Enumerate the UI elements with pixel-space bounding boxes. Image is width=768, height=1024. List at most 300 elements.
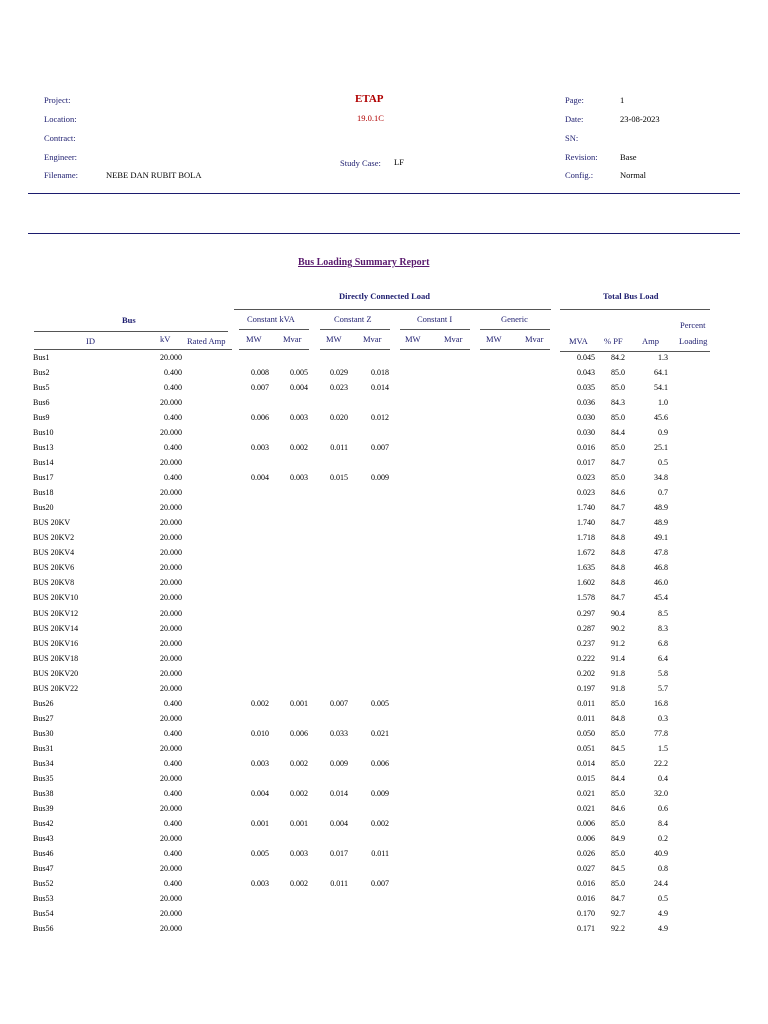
- cell-mva: 0.222: [577, 653, 595, 663]
- cell-mva: 1.635: [577, 563, 595, 573]
- cell-amp: 54.1: [654, 383, 668, 393]
- cell-pf: 90.4: [611, 608, 625, 618]
- table-row: [0, 503, 768, 518]
- cell-amp: 32.0: [654, 788, 668, 798]
- filename-value: NEBE DAN RUBIT BOLA: [106, 170, 202, 180]
- cell-mva: 1.740: [577, 518, 595, 528]
- sub-constant-i: Constant I: [417, 314, 453, 324]
- filename-label: Filename:: [44, 170, 78, 180]
- cell-amp: 0.5: [658, 894, 668, 904]
- cell-kva-mw: 0.003: [251, 879, 269, 889]
- page-label: Page:: [565, 95, 584, 105]
- cell-kva-mw: 0.007: [251, 383, 269, 393]
- cell-amp: 0.8: [658, 864, 668, 874]
- cell-kv: 20.000: [160, 563, 182, 573]
- cell-pf: 85.0: [611, 443, 625, 453]
- cell-kv: 20.000: [160, 353, 182, 362]
- cell-id: Bus14: [33, 458, 54, 468]
- cell-kv: 20.000: [160, 803, 182, 813]
- cell-kv: 20.000: [160, 773, 182, 783]
- cell-pf: 91.8: [611, 683, 625, 693]
- cell-pf: 84.8: [611, 533, 625, 543]
- cell-kva-mw: 0.006: [251, 413, 269, 423]
- cell-mva: 0.170: [577, 909, 595, 919]
- cell-mva: 0.016: [577, 443, 595, 453]
- cell-pf: 85.0: [611, 728, 625, 738]
- cell-kva-mvar: 0.006: [290, 728, 308, 738]
- row-rule-total: [560, 351, 710, 352]
- cell-kv: 0.400: [164, 818, 182, 828]
- kva-rule: [239, 329, 309, 330]
- cell-mva: 0.006: [577, 833, 595, 843]
- cell-pf: 84.2: [611, 353, 625, 362]
- cell-id: Bus27: [33, 713, 54, 723]
- cell-amp: 1.3: [658, 353, 668, 362]
- cell-kv: 20.000: [160, 743, 182, 753]
- cell-amp: 0.6: [658, 803, 668, 813]
- cell-z-mvar: 0.011: [371, 848, 389, 858]
- table-row: [0, 428, 768, 443]
- sn-label: SN:: [565, 133, 579, 143]
- header-divider-top: [28, 193, 740, 194]
- cell-kva-mw: 0.004: [251, 788, 269, 798]
- study-case-value: LF: [394, 157, 404, 167]
- cell-mva: 0.026: [577, 848, 595, 858]
- row-rule-kva: [239, 349, 309, 350]
- cell-z-mvar: 0.014: [371, 383, 389, 393]
- table-row: [0, 864, 768, 879]
- cell-kva-mvar: 0.004: [290, 383, 308, 393]
- total-load-rule: [560, 309, 710, 310]
- cell-amp: 49.1: [654, 533, 668, 543]
- cell-amp: 0.2: [658, 833, 668, 843]
- cell-z-mvar: 0.005: [371, 698, 389, 708]
- cell-kv: 20.000: [160, 533, 182, 543]
- cell-z-mw: 0.004: [330, 818, 348, 828]
- cell-kv: 0.400: [164, 473, 182, 483]
- revision-label: Revision:: [565, 152, 598, 162]
- cell-pf: 90.2: [611, 623, 625, 633]
- cell-amp: 4.9: [658, 909, 668, 919]
- cell-amp: 64.1: [654, 368, 668, 378]
- cell-z-mvar: 0.006: [371, 758, 389, 768]
- bus-group-label: Bus: [122, 315, 136, 325]
- cell-mva: 0.011: [577, 713, 595, 723]
- cell-pf: 84.9: [611, 833, 625, 843]
- cell-pf: 91.8: [611, 668, 625, 678]
- cell-kv: 0.400: [164, 788, 182, 798]
- cell-id: BUS 20KV: [33, 518, 71, 528]
- cell-z-mw: 0.014: [330, 788, 348, 798]
- cell-pf: 84.3: [611, 398, 625, 408]
- cell-kva-mvar: 0.003: [290, 413, 308, 423]
- cell-pf: 84.7: [611, 593, 625, 603]
- table-row: [0, 548, 768, 563]
- cell-mva: 0.014: [577, 758, 595, 768]
- cell-amp: 0.9: [658, 428, 668, 438]
- cell-mva: 0.021: [577, 803, 595, 813]
- table-row: [0, 849, 768, 864]
- cell-id: BUS 20KV22: [33, 683, 79, 693]
- cell-mva: 0.015: [577, 773, 595, 783]
- cell-z-mvar: 0.012: [371, 413, 389, 423]
- cell-mva: 0.197: [577, 683, 595, 693]
- i-rule: [400, 329, 470, 330]
- cell-amp: 40.9: [654, 848, 668, 858]
- table-row: [0, 804, 768, 819]
- cell-pf: 84.4: [611, 428, 625, 438]
- cell-pf: 91.4: [611, 653, 625, 663]
- cell-id: Bus56: [33, 924, 54, 934]
- cell-mva: 1.672: [577, 548, 595, 558]
- cell-kv: 20.000: [160, 593, 182, 603]
- cell-id: Bus46: [33, 848, 54, 858]
- table-row: [0, 353, 768, 368]
- col-z-mw: MW: [326, 334, 342, 344]
- cell-id: Bus18: [33, 488, 54, 498]
- cell-kv: 20.000: [160, 578, 182, 588]
- table-row: [0, 729, 768, 744]
- cell-kv: 20.000: [160, 683, 182, 693]
- col-i-mw: MW: [405, 334, 421, 344]
- cell-amp: 48.9: [654, 518, 668, 528]
- cell-mva: 1.740: [577, 503, 595, 513]
- bus-rule: [34, 331, 228, 332]
- cell-amp: 46.0: [654, 578, 668, 588]
- cell-mva: 0.021: [577, 788, 595, 798]
- sub-constant-kva: Constant kVA: [247, 314, 295, 324]
- cell-kv: 20.000: [160, 518, 182, 528]
- cell-mva: 1.578: [577, 593, 595, 603]
- cell-kva-mvar: 0.002: [290, 758, 308, 768]
- table-row: [0, 789, 768, 804]
- cell-pf: 85.0: [611, 788, 625, 798]
- cell-pf: 85.0: [611, 413, 625, 423]
- cell-amp: 47.8: [654, 548, 668, 558]
- cell-mva: 0.036: [577, 398, 595, 408]
- cell-kv: 20.000: [160, 909, 182, 919]
- date-value: 23-08-2023: [620, 114, 660, 124]
- cell-kva-mvar: 0.005: [290, 368, 308, 378]
- table-row: [0, 609, 768, 624]
- cell-mva: 0.051: [577, 743, 595, 753]
- generic-rule: [480, 329, 550, 330]
- cell-kv: 20.000: [160, 713, 182, 723]
- cell-id: Bus13: [33, 443, 54, 453]
- col-mva: MVA: [569, 336, 588, 346]
- page-value: 1: [620, 95, 625, 105]
- cell-id: BUS 20KV16: [33, 638, 79, 648]
- cell-mva: 0.006: [577, 818, 595, 828]
- cell-amp: 16.8: [654, 698, 668, 708]
- table-row: [0, 774, 768, 789]
- cell-z-mw: 0.033: [330, 728, 348, 738]
- date-label: Date:: [565, 114, 584, 124]
- table-row: [0, 684, 768, 699]
- cell-kv: 20.000: [160, 833, 182, 843]
- cell-kva-mvar: 0.003: [290, 473, 308, 483]
- cell-amp: 1.0: [658, 398, 668, 408]
- cell-mva: 0.030: [577, 413, 595, 423]
- table-row: [0, 699, 768, 714]
- col-pf: % PF: [604, 336, 623, 346]
- col-z-mvar: Mvar: [363, 334, 382, 344]
- cell-pf: 84.7: [611, 503, 625, 513]
- col-loading: Loading: [679, 336, 708, 346]
- table-row: [0, 593, 768, 608]
- cell-id: BUS 20KV8: [33, 578, 75, 588]
- cell-z-mw: 0.015: [330, 473, 348, 483]
- cell-kv: 0.400: [164, 443, 182, 453]
- config-label: Config.:: [565, 170, 594, 180]
- cell-id: Bus42: [33, 818, 54, 828]
- table-row: [0, 518, 768, 533]
- table-row: [0, 533, 768, 548]
- cell-mva: 0.045: [577, 353, 595, 362]
- project-label: Project:: [44, 95, 71, 105]
- table-row: [0, 834, 768, 849]
- cell-kv: 20.000: [160, 894, 182, 904]
- cell-mva: 0.237: [577, 638, 595, 648]
- contract-label: Contract:: [44, 133, 76, 143]
- cell-kv: 20.000: [160, 503, 182, 513]
- cell-id: Bus47: [33, 864, 54, 874]
- table-row: [0, 578, 768, 593]
- cell-mva: 0.017: [577, 458, 595, 468]
- direct-load-rule: [234, 309, 551, 310]
- cell-pf: 91.2: [611, 638, 625, 648]
- cell-mva: 0.202: [577, 668, 595, 678]
- cell-id: Bus30: [33, 728, 54, 738]
- cell-id: Bus1: [33, 353, 50, 362]
- cell-id: Bus20: [33, 503, 54, 513]
- cell-id: BUS 20KV6: [33, 563, 75, 573]
- report-title: Bus Loading Summary Report: [298, 257, 430, 268]
- table-row: [0, 624, 768, 639]
- cell-amp: 24.4: [654, 879, 668, 889]
- cell-amp: 5.7: [658, 683, 668, 693]
- table-row: [0, 924, 768, 939]
- cell-pf: 85.0: [611, 758, 625, 768]
- cell-pf: 84.4: [611, 773, 625, 783]
- col-generic-mvar: Mvar: [525, 334, 544, 344]
- cell-z-mw: 0.023: [330, 383, 348, 393]
- row-rule-z: [320, 349, 390, 350]
- cell-amp: 25.1: [654, 443, 668, 453]
- cell-amp: 0.7: [658, 488, 668, 498]
- cell-mva: 0.287: [577, 623, 595, 633]
- cell-pf: 84.6: [611, 488, 625, 498]
- cell-pf: 84.8: [611, 578, 625, 588]
- cell-kv: 20.000: [160, 488, 182, 498]
- cell-kva-mvar: 0.001: [290, 698, 308, 708]
- cell-id: Bus52: [33, 879, 54, 889]
- cell-amp: 0.5: [658, 458, 668, 468]
- cell-mva: 0.035: [577, 383, 595, 393]
- cell-kva-mw: 0.010: [251, 728, 269, 738]
- cell-pf: 84.6: [611, 803, 625, 813]
- cell-pf: 85.0: [611, 383, 625, 393]
- cell-z-mvar: 0.007: [371, 879, 389, 889]
- table-row: [0, 759, 768, 774]
- cell-kv: 0.400: [164, 383, 182, 393]
- cell-kv: 0.400: [164, 368, 182, 378]
- cell-kva-mw: 0.004: [251, 473, 269, 483]
- table-row: [0, 473, 768, 488]
- cell-kv: 20.000: [160, 864, 182, 874]
- cell-amp: 4.9: [658, 924, 668, 934]
- cell-id: Bus54: [33, 909, 54, 919]
- cell-pf: 92.7: [611, 909, 625, 919]
- cell-mva: 0.011: [577, 698, 595, 708]
- cell-pf: 84.8: [611, 713, 625, 723]
- col-kva-mvar: Mvar: [283, 334, 302, 344]
- row-rule-bus: [34, 349, 232, 350]
- cell-id: Bus5: [33, 383, 50, 393]
- cell-mva: 0.171: [577, 924, 595, 934]
- cell-kva-mw: 0.001: [251, 818, 269, 828]
- group-direct-load: Directly Connected Load: [339, 291, 430, 301]
- table-row: [0, 744, 768, 759]
- cell-amp: 1.5: [658, 743, 668, 753]
- cell-kv: 20.000: [160, 548, 182, 558]
- cell-amp: 8.4: [658, 818, 668, 828]
- cell-kv: 20.000: [160, 668, 182, 678]
- cell-mva: 0.027: [577, 864, 595, 874]
- app-version: 19.0.1C: [357, 113, 384, 123]
- cell-pf: 84.5: [611, 864, 625, 874]
- cell-mva: 0.030: [577, 428, 595, 438]
- cell-pf: 84.8: [611, 548, 625, 558]
- cell-mva: 0.050: [577, 728, 595, 738]
- cell-id: Bus34: [33, 758, 54, 768]
- cell-z-mvar: 0.018: [371, 368, 389, 378]
- cell-kva-mvar: 0.002: [290, 443, 308, 453]
- cell-amp: 34.8: [654, 473, 668, 483]
- cell-pf: 85.0: [611, 818, 625, 828]
- cell-kv: 20.000: [160, 924, 182, 934]
- cell-z-mvar: 0.009: [371, 788, 389, 798]
- header-divider-bottom: [28, 233, 740, 234]
- cell-kva-mvar: 0.003: [290, 848, 308, 858]
- cell-amp: 6.4: [658, 653, 668, 663]
- cell-pf: 85.0: [611, 368, 625, 378]
- cell-kv: 0.400: [164, 879, 182, 889]
- table-row: [0, 909, 768, 924]
- revision-value: Base: [620, 152, 637, 162]
- cell-id: BUS 20KV14: [33, 623, 79, 633]
- app-name: ETAP: [355, 93, 384, 105]
- cell-id: Bus31: [33, 743, 54, 753]
- table-row: [0, 458, 768, 473]
- table-row: [0, 443, 768, 458]
- group-total-load: Total Bus Load: [603, 291, 659, 301]
- cell-kv: 20.000: [160, 428, 182, 438]
- cell-mva: 0.016: [577, 879, 595, 889]
- table-row: [0, 894, 768, 909]
- cell-z-mw: 0.020: [330, 413, 348, 423]
- cell-mva: 0.043: [577, 368, 595, 378]
- cell-z-mvar: 0.009: [371, 473, 389, 483]
- cell-mva: 1.602: [577, 578, 595, 588]
- col-generic-mw: MW: [486, 334, 502, 344]
- cell-kva-mvar: 0.002: [290, 788, 308, 798]
- cell-id: BUS 20KV20: [33, 668, 79, 678]
- cell-kva-mvar: 0.002: [290, 879, 308, 889]
- cell-id: Bus10: [33, 428, 54, 438]
- cell-pf: 85.0: [611, 848, 625, 858]
- cell-z-mw: 0.011: [330, 879, 348, 889]
- cell-id: Bus53: [33, 894, 54, 904]
- cell-kv: 0.400: [164, 698, 182, 708]
- cell-mva: 1.718: [577, 533, 595, 543]
- cell-amp: 6.8: [658, 638, 668, 648]
- table-row: [0, 563, 768, 578]
- cell-mva: 0.023: [577, 488, 595, 498]
- table-row: [0, 488, 768, 503]
- cell-kv: 20.000: [160, 458, 182, 468]
- cell-kva-mvar: 0.001: [290, 818, 308, 828]
- cell-id: Bus17: [33, 473, 54, 483]
- cell-amp: 45.4: [654, 593, 668, 603]
- cell-amp: 0.4: [658, 773, 668, 783]
- cell-amp: 77.8: [654, 728, 668, 738]
- cell-id: Bus6: [33, 398, 50, 408]
- cell-id: Bus39: [33, 803, 54, 813]
- table-row: [0, 383, 768, 398]
- cell-amp: 46.8: [654, 563, 668, 573]
- cell-pf: 84.5: [611, 743, 625, 753]
- cell-pf: 84.8: [611, 563, 625, 573]
- cell-id: Bus9: [33, 413, 50, 423]
- cell-kva-mw: 0.002: [251, 698, 269, 708]
- cell-z-mvar: 0.002: [371, 818, 389, 828]
- table-row: [0, 639, 768, 654]
- table-row: [0, 879, 768, 894]
- cell-kv: 0.400: [164, 413, 182, 423]
- z-rule: [320, 329, 390, 330]
- cell-id: Bus38: [33, 788, 54, 798]
- cell-kv: 20.000: [160, 623, 182, 633]
- cell-mva: 0.016: [577, 894, 595, 904]
- cell-id: BUS 20KV18: [33, 653, 79, 663]
- cell-amp: 0.3: [658, 713, 668, 723]
- cell-amp: 5.8: [658, 668, 668, 678]
- cell-z-mvar: 0.007: [371, 443, 389, 453]
- row-rule-generic: [480, 349, 550, 350]
- sub-constant-z: Constant Z: [334, 314, 372, 324]
- cell-amp: 48.9: [654, 503, 668, 513]
- cell-kv: 20.000: [160, 653, 182, 663]
- col-id: ID: [86, 336, 95, 346]
- col-kva-mw: MW: [246, 334, 262, 344]
- cell-z-mw: 0.009: [330, 758, 348, 768]
- cell-pf: 84.7: [611, 518, 625, 528]
- cell-pf: 85.0: [611, 473, 625, 483]
- col-rated-amp: Rated Amp: [187, 336, 226, 346]
- col-i-mvar: Mvar: [444, 334, 463, 344]
- cell-kva-mw: 0.003: [251, 758, 269, 768]
- cell-kv: 20.000: [160, 608, 182, 618]
- table-row: [0, 413, 768, 428]
- cell-pf: 84.7: [611, 894, 625, 904]
- col-kv: kV: [160, 334, 171, 344]
- table-row: [0, 669, 768, 684]
- cell-kva-mw: 0.005: [251, 848, 269, 858]
- cell-z-mvar: 0.021: [371, 728, 389, 738]
- cell-kv: 20.000: [160, 638, 182, 648]
- cell-pf: 84.7: [611, 458, 625, 468]
